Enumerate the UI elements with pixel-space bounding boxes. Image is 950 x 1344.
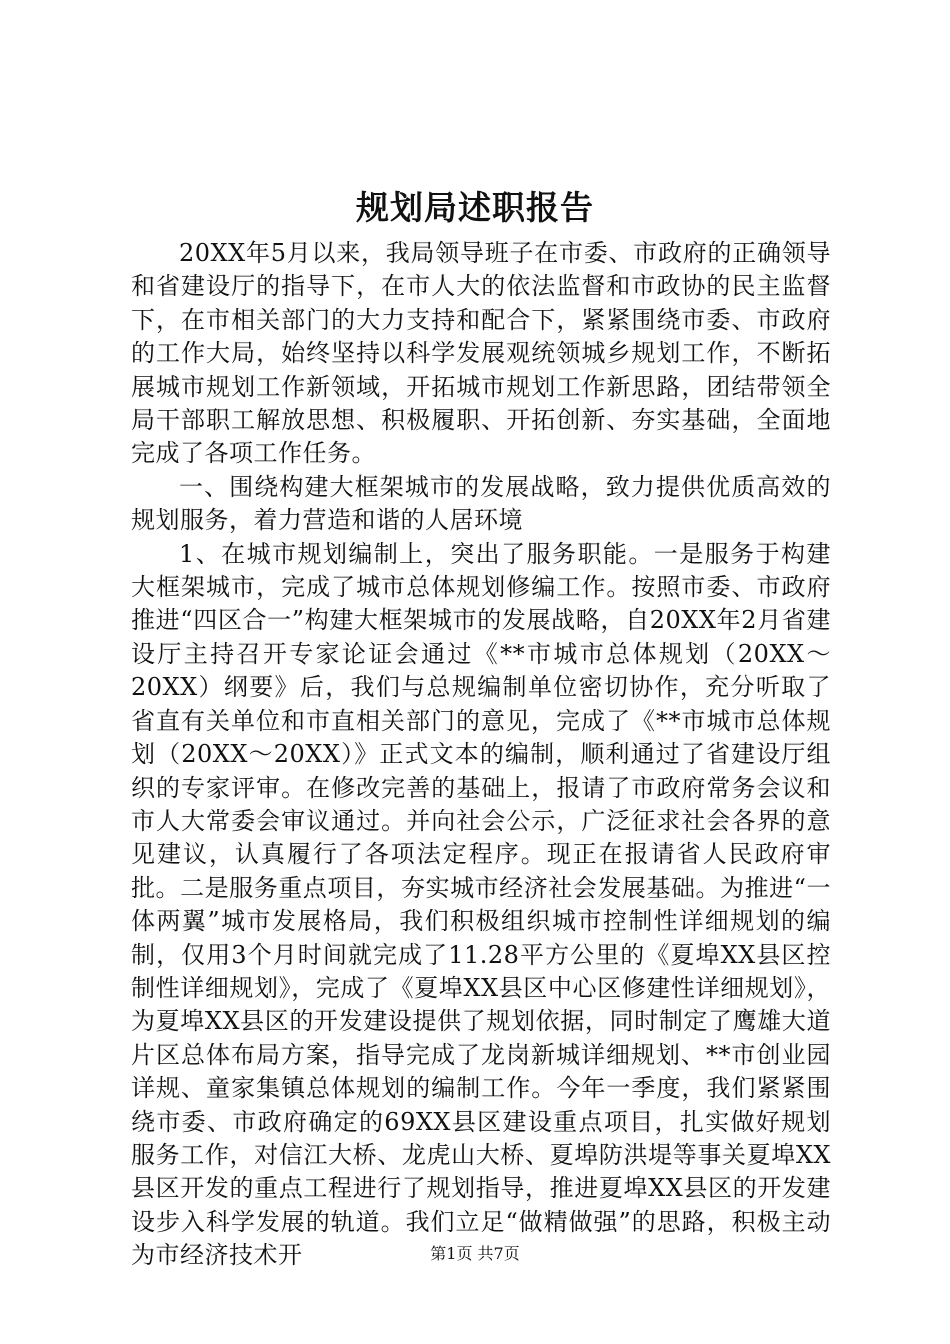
- document-title: 规划局述职报告: [356, 188, 594, 227]
- paragraph-planning: 1、在城市规划编制上，突出了服务职能。一是服务于构建大框架城市，完成了城市总体规划修编工作。按照市委、市政府推进“四区合一”构建大框架城市的发展战略，自20XX年2月省建设厅主持召开专家论证会通过《**市城市总体规划（20XX～20XX）纲要》后，我们与总规编制单位密切协作，充分听取了省直有关单位和市直相关部门的意见，完成了《**市城市总体规划（20XX～20XX）》正式文本的编制，顺利通过了省建设厅组织的专家评审。在修改完善的基础上，报请了市政府常务会议和市人大常委会审议通过。并向社会公示，广泛征求社会各界的意见建议，认真履行了各项法定程序。现正在报请省人民政府审批。二是服务重点项目，夯实城市经济社会发展基础。为推进“一体两翼”城市发展格局，我们积极组织城市控制性详细规划的编制，仅用3个月时间就完成了11.28平方公里的《夏埠XX县区控制性详细规划》，完成了《夏埠XX县区中心区修建性详细规划》，为夏埠XX县区的开发建设提供了规划依据，同时制定了鹰雄大道片区总体布局方案，指导完成了龙岗新城详细规划、**市创业园详规、童家集镇总体规划的编制工作。今年一季度，我们紧紧围绕市委、市政府确定的69XX县区建设重点项目，扎实做好规划服务工作，对信江大桥、龙虎山大桥、夏埠防洪堤等事关夏埠XX县区开发的重点工程进行了规划指导，推进夏埠XX县区的开发建设步入科学发展的轨道。我们立足“做精做强”的思路，积极主动为市经济技术开: [131, 539, 831, 1270]
- page-number-footer: 第1页 共7页: [430, 1244, 520, 1263]
- paragraph-intro: 20XX年5月以来，我局领导班子在市委、市政府的正确领导和省建设厅的指导下，在市人大的依法监督和市政协的民主监督下，在市相关部门的大力支持和配合下，紧紧围绕市委、市政府的工作大局，始终坚持以科学发展观统领城乡规划工作，不断拓展城市规划工作新领域，开拓城市规划工作新思路，团结带领全局干部职工解放思想、积极履职、开拓创新、夯实基础，全面地完成了各项工作任务。: [131, 239, 831, 468]
- section-heading-1: 一、围绕构建大框架城市的发展战略，致力提供优质高效的规划服务，着力营造和谐的人居环境: [131, 472, 831, 535]
- document-body: [131, 237, 831, 1273]
